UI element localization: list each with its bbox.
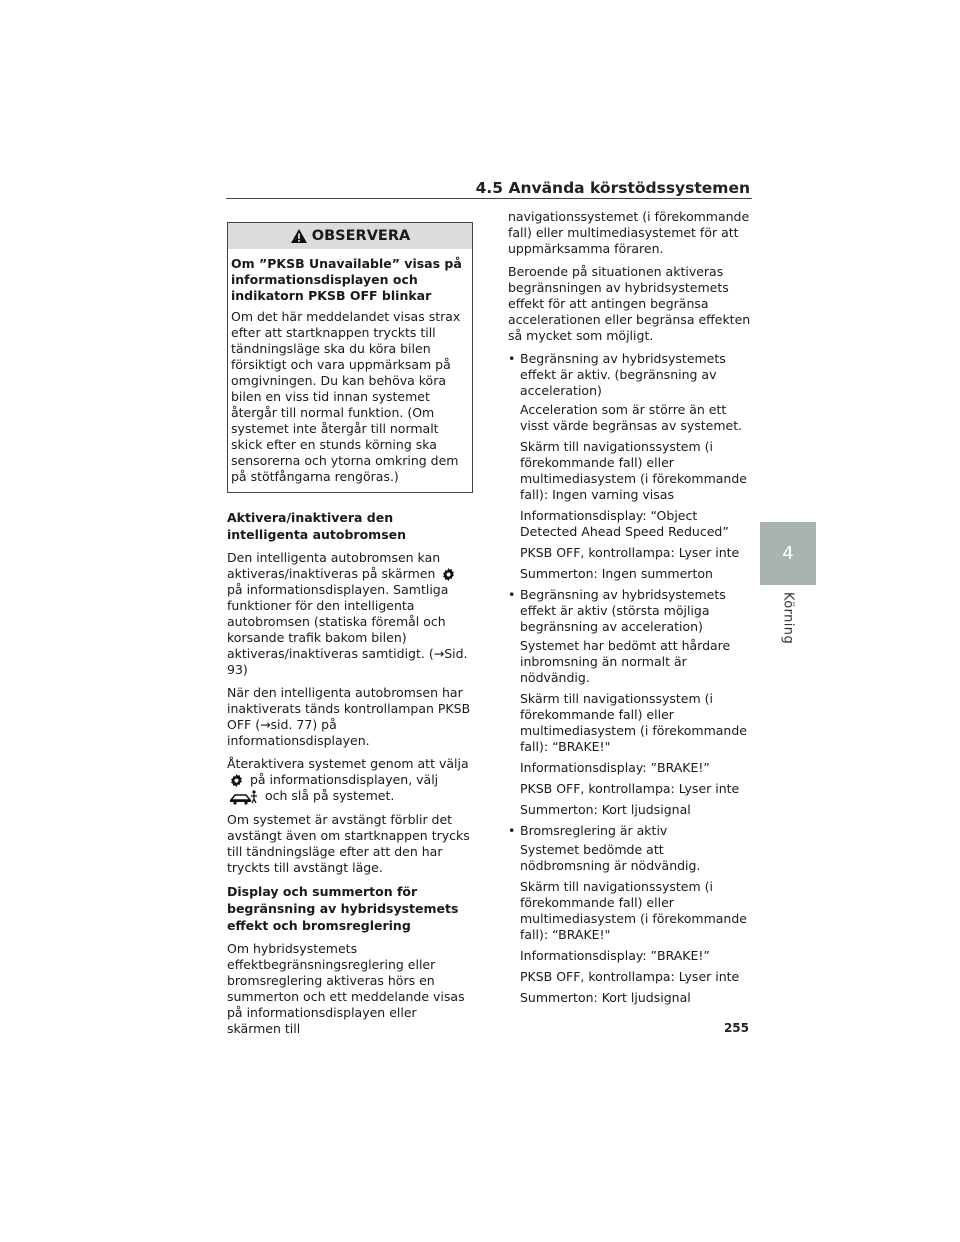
list-item-detail: Informationsdisplay: “Object Detected Ahead Speed Reduced” [520,508,729,539]
section-title: 4.5 Använda körstödssystemen [475,179,750,197]
list-item-detail: Informationsdisplay: ”BRAKE!” [520,948,710,963]
paragraph-system-off: Om systemet är avstängt förblir det avstängt även om startknappen trycks till tändningsläge efter att den har tryckts till avstängt läge. [227,811,470,875]
chapter-tab [760,522,816,585]
heading-activate: Aktivera/inaktivera den intelligenta autobromsen [227,510,407,542]
list-item-detail: Summerton: Kort ljudsignal [520,990,691,1005]
paragraph-pksb-off: När den intelligenta autobromsen har inaktiverats tänds kontrollampan PKSB OFF (→sid. 77) på informationsdisplayen. [227,685,471,748]
list-item-detail: PKSB OFF, kontrollampa: Lyser inte [520,781,740,796]
paragraph-activate-b: på informationsdisplayen. Samtliga funktioner för den intelligenta autobromsen (statiska föremål och korsande trafik bakom bilen) aktiveras/inaktiveras samtidigt. (→Sid. 93) [227,582,468,677]
list-item-detail: PKSB OFF, kontrollampa: Lyser inte [520,545,740,560]
list-item-detail: Acceleration som är större än ett visst värde begränsas av systemet. [520,402,743,433]
gear-icon [229,773,244,788]
paragraph-situation: Beroende på situationen aktiveras begränsningen av hybridsystemets effekt för att antingen begränsa accelerationen eller begränsa effekten så mycket som möjligt. [508,264,751,343]
list-item-detail: Skärm till navigationssystem (i förekommande fall) eller multimediasystem (i förekommande fall): “BRAKE!" [520,879,747,942]
list-item-detail: Systemet bedömde att nödbromsning är nödvändig. [520,842,701,873]
right-column [508,209,752,1011]
list-item: • Bromsreglering är aktiv [508,823,752,839]
notice-text: Om det här meddelandet visas strax efter att startknappen tryckts till tändningsläge ska du köra bilen försiktigt och vara uppmärksam på omgivningen. Du kan behöva köra bilen en viss tid innan systemet återgår till normal funktion. (Om systemet inte återgår till normalt skick efter en stunds körning ska sensorerna och ytorna omkring dem på stötfångarna rengöras.) [231,309,461,484]
paragraph-activate-a: Den intelligenta autobromsen kan aktiveras/inaktiveras på skärmen [227,550,441,581]
paragraph-activate [227,550,473,678]
paragraph-display: Om hybridsystemets effektbegränsningsreglering eller bromsreglering aktiveras hörs en summerton och ett meddelande visas på informationsdisplayen eller skärmen till [227,940,465,1036]
list-item-detail: Skärm till navigationssystem (i förekommande fall) eller multimediasystem (i förekommande fall): “BRAKE!" [520,691,747,754]
list-item-detail: Systemet har bedömt att hårdare inbromsning än normalt är nödvändig. [520,638,731,685]
page-number: 255 [723,1021,749,1035]
list-item-detail: Skärm till navigationssystem (i förekommande fall) eller multimediasystem (i förekommande fall): Ingen varning visas [520,439,747,502]
notice-title: Om ”PKSB Unavailable” visas på informationsdisplayen och indikatorn PKSB OFF blinkar [231,256,462,303]
list-item: • Begränsning av hybridsystemets effekt är aktiv. (begränsning av acceleration) [508,351,752,399]
paragraph-reactivate-a: Återaktivera systemet genom att välja [227,756,469,771]
notice-box [227,222,473,493]
chapter-label [760,592,816,652]
left-column [227,222,473,1044]
paragraph-continued: navigationssystemet (i förekommande fall) eller multimediasystemet för att uppmärksamma föraren. [508,209,750,256]
paragraph-reactivate-c: och slå på systemet. [264,788,395,803]
header-divider [226,198,752,199]
car-assist-icon [229,789,259,805]
list-item-detail: Summerton: Kort ljudsignal [520,802,691,817]
chapter-number: 4 [782,543,794,564]
paragraph-reactivate [227,756,473,805]
paragraph-reactivate-b: på informationsdisplayen, välj [249,772,439,787]
list-item: • Begränsning av hybridsystemets effekt är aktiv (största möjliga begränsning av acceleration) [508,587,752,635]
warning-triangle-icon [290,228,308,244]
list-item-detail: PKSB OFF, kontrollampa: Lyser inte [520,969,740,984]
heading-display: Display och summerton för begränsning av hybridsystemets effekt och bromsreglering [227,883,459,933]
list-item-detail: Summerton: Ingen summerton [520,566,713,581]
gear-icon [441,567,456,582]
chapter-label-text: Körning [780,592,796,645]
notice-header [228,223,472,249]
notice-heading: OBSERVERA [311,228,411,244]
list-item-detail: Informationsdisplay: ”BRAKE!” [520,760,710,775]
